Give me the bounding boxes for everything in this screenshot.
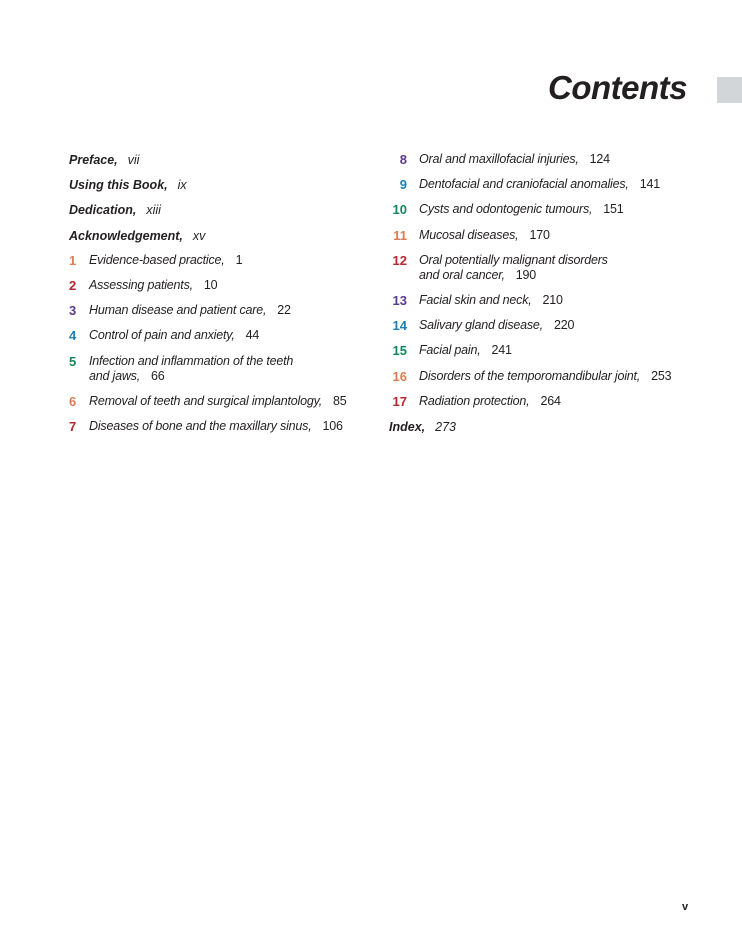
- chapter-number: 15: [392, 343, 407, 359]
- chapter-page: 241: [491, 343, 512, 358]
- toc-right-chapter-list: [389, 152, 719, 409]
- toc-chapter-entry[interactable]: [389, 202, 719, 217]
- chapter-title: [419, 152, 610, 166]
- toc-front-entry[interactable]: [69, 202, 369, 218]
- chapter-number: 2: [69, 277, 77, 293]
- chapter-page: 264: [540, 393, 561, 408]
- chapter-number: 12: [392, 252, 407, 268]
- chapter-title-line: Diseases of bone and the maxillary sinus,: [89, 418, 312, 433]
- chapter-number: 1: [69, 252, 77, 268]
- toc-left-chapter-list: [69, 253, 369, 434]
- chapter-page: 141: [639, 177, 660, 192]
- front-entry-title: Using this Book,: [69, 178, 168, 193]
- chapter-page: 85: [332, 393, 347, 408]
- toc-chapter-entry[interactable]: [389, 394, 719, 409]
- chapter-title-line: Infection and inflammation of the teeth: [89, 353, 294, 368]
- chapter-page: 44: [245, 328, 260, 343]
- chapter-title-line: and oral cancer,: [419, 267, 505, 282]
- toc-chapter-entry[interactable]: [389, 369, 719, 384]
- chapter-title: [89, 278, 217, 292]
- chapter-title: [419, 318, 574, 332]
- back-entry-page: 273: [435, 419, 456, 434]
- chapter-number: 14: [392, 318, 407, 334]
- chapter-title-line: Radiation protection,: [419, 393, 530, 408]
- chapter-title: [419, 253, 608, 282]
- chapter-title-line: Facial skin and neck,: [419, 292, 532, 307]
- front-entry-page: xiii: [146, 203, 161, 218]
- chapter-title: [419, 228, 550, 242]
- chapter-title-line: Oral potentially malignant disorders: [419, 252, 608, 267]
- chapter-title: [89, 328, 259, 342]
- toc-chapter-entry[interactable]: [389, 293, 719, 308]
- chapter-title-line: Dentofacial and craniofacial anomalies,: [419, 177, 629, 192]
- front-entry-page: vii: [127, 153, 140, 167]
- toc-chapter-entry[interactable]: [69, 253, 369, 268]
- chapter-title: [419, 394, 561, 408]
- toc-chapter-entry[interactable]: [69, 328, 369, 343]
- front-entry-title: Acknowledgement,: [69, 228, 183, 243]
- chapter-title: [419, 343, 512, 357]
- toc-chapter-entry[interactable]: [69, 303, 369, 318]
- chapter-title-line: Cysts and odontogenic tumours,: [419, 202, 593, 217]
- chapter-number: 17: [392, 393, 407, 409]
- chapter-title-line: Salivary gland disease,: [419, 318, 543, 333]
- chapter-page: 10: [203, 277, 218, 292]
- chapter-title-line: Mucosal diseases,: [419, 227, 519, 242]
- chapter-page: 210: [542, 292, 563, 307]
- chapter-title: [419, 177, 660, 191]
- chapter-number: 13: [392, 292, 407, 308]
- chapter-number: 10: [392, 202, 407, 218]
- toc-chapter-entry[interactable]: [69, 354, 369, 384]
- toc-chapter-entry[interactable]: [69, 278, 369, 293]
- corner-tab-decoration: [717, 77, 742, 103]
- toc-chapter-entry[interactable]: [389, 177, 719, 192]
- chapter-title-line: Facial pain,: [419, 343, 481, 358]
- chapter-page: 106: [322, 418, 343, 433]
- chapter-page: 220: [553, 318, 575, 333]
- toc-front-entry[interactable]: [69, 152, 369, 168]
- chapter-title-line: Removal of teeth and surgical implantology,: [89, 393, 322, 408]
- chapter-page: 190: [515, 267, 537, 282]
- chapter-title-line: Evidence-based practice,: [89, 252, 225, 267]
- chapter-title-line: Disorders of the temporomandibular joint,: [419, 368, 641, 383]
- toc-back-entry[interactable]: [389, 419, 719, 435]
- toc-chapter-entry[interactable]: [69, 419, 369, 434]
- chapter-number: 5: [69, 353, 77, 369]
- chapter-page: 1: [235, 252, 243, 267]
- chapter-title: [419, 369, 671, 383]
- chapter-number: 8: [399, 152, 407, 167]
- toc-chapter-entry[interactable]: [69, 394, 369, 409]
- toc-right-column: [389, 152, 719, 444]
- chapter-title-line: Assessing patients,: [89, 277, 193, 292]
- chapter-title-line: Oral and maxillofacial injuries,: [419, 152, 579, 166]
- back-entry-title: Index,: [389, 419, 426, 434]
- page-title: Contents: [548, 69, 687, 106]
- chapter-page: 170: [529, 227, 550, 242]
- chapter-title-line: and jaws,: [89, 368, 141, 383]
- chapter-title-line: Control of pain and anxiety,: [89, 328, 235, 343]
- chapter-number: 16: [392, 368, 407, 384]
- chapter-title: [419, 202, 624, 216]
- front-entry-title: Dedication,: [69, 203, 137, 218]
- chapter-title-line: Human disease and patient care,: [89, 303, 267, 318]
- chapter-page: 151: [603, 202, 624, 217]
- toc-chapter-entry[interactable]: [389, 318, 719, 333]
- toc-chapter-entry[interactable]: [389, 228, 719, 243]
- chapter-page: 66: [151, 368, 165, 383]
- toc-left-column: [69, 152, 369, 444]
- front-entry-page: ix: [177, 178, 187, 193]
- chapter-title: [89, 354, 293, 383]
- chapter-number: 6: [69, 393, 77, 409]
- chapter-title: [89, 253, 242, 267]
- toc-chapter-entry[interactable]: [389, 152, 719, 167]
- chapter-page: 22: [277, 303, 291, 318]
- chapter-page: 253: [651, 368, 672, 383]
- chapter-number: 9: [399, 177, 407, 193]
- chapter-title: [89, 394, 346, 408]
- chapter-number: 4: [69, 328, 77, 344]
- toc-chapter-entry[interactable]: [389, 253, 719, 283]
- chapter-title: [419, 293, 563, 307]
- chapter-title: [89, 419, 343, 433]
- chapter-number: 3: [69, 303, 77, 319]
- chapter-number: 11: [393, 227, 407, 243]
- toc-chapter-entry[interactable]: [389, 343, 719, 358]
- toc-front-entry[interactable]: [69, 177, 369, 193]
- page-number: v: [682, 901, 689, 913]
- toc-front-entry[interactable]: [69, 228, 369, 244]
- front-entry-page: xv: [192, 228, 206, 243]
- chapter-title: [89, 303, 291, 317]
- front-entry-title: Preface,: [69, 153, 118, 167]
- chapter-page: 124: [589, 152, 610, 166]
- chapter-number: 7: [69, 418, 77, 434]
